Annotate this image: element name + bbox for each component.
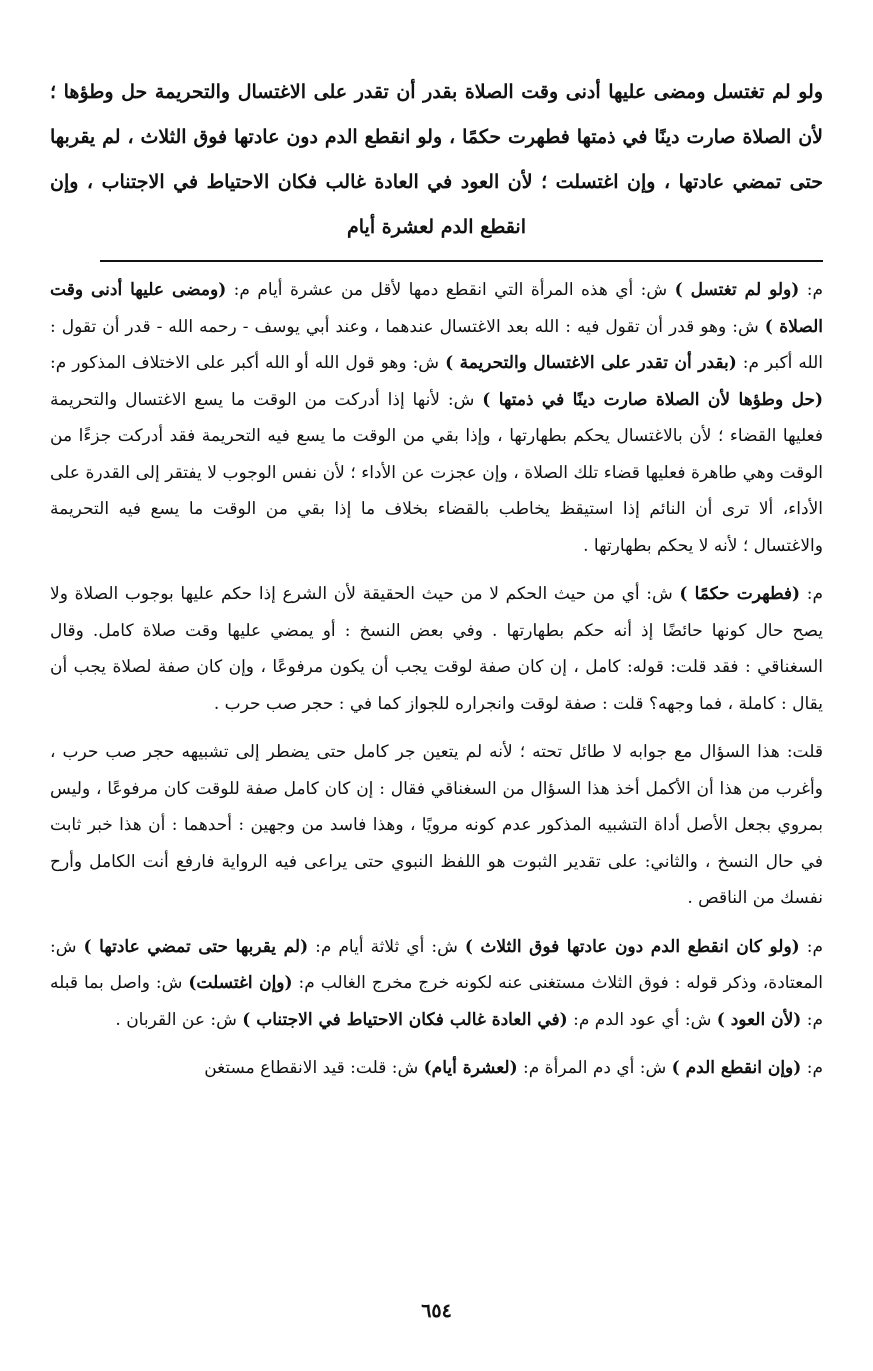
- quoted-matn: (حل وطؤها لأن الصلاة صارت دينًا في ذمتها ): [482, 389, 823, 410]
- text-span: ش: أي ثلاثة أيام م:: [308, 936, 465, 957]
- quoted-matn: (ولو لم تغتسل ): [674, 280, 800, 300]
- text-span: ش: أي هذه المرأة التي انقطع دمها لأقل من عشرة أيام م:: [226, 280, 675, 300]
- text-span: ش: أي عود الدم م:: [567, 1009, 717, 1030]
- quoted-matn: (لأن العود ): [716, 1009, 802, 1030]
- matn-text: ولو لم تغتسل ومضى عليها أدنى وقت الصلاة بقدر أن تقدر على الاغتسال والتحريمة حل وطؤها ؛ لأن الصلاة صارت دينًا في ذمتها فطهرت حكمًا ، ولو انقطع الدم دون عادتها فوق الثلاث ، لم يقربها حتى تمضي عادتها ، وإن اغتسلت ؛ لأن العود في العادة غالب فكان الاحتياط في الاجتناب ، وإن انقطع الدم لعشرة أيام: [50, 81, 823, 238]
- text-span: ش: عن القربان .: [115, 1009, 243, 1030]
- text-span: ش: قلت: قيد الانقطاع مستغن: [204, 1058, 424, 1078]
- commentary-paragraph-2: [50, 576, 823, 722]
- text-span: ش: أي دم المرأة م:: [517, 1058, 672, 1078]
- text-span: م:: [799, 280, 823, 300]
- text-span: ش: وهو قول الله أو الله أكبر على الاختلاف المذكور م:: [50, 353, 446, 373]
- commentary-paragraph-1: [50, 272, 823, 564]
- quoted-matn: (في العادة غالب فكان الاحتياط في الاجتناب ): [242, 1009, 568, 1030]
- quoted-matn: (ومضى عليها أدنى وقت الصلاة ): [50, 280, 823, 337]
- text-span: ش: لأنها إذا أدركت من الوقت ما يسع الاغتسال والتحريمة فعليها القضاء ؛ لأن بالاغتسال يحكم بطهارتها ، وإذا بقي من الوقت ما يسع فيه التحريمة فقد أدركت جزءًا من الوقت وهي طاهرة فعليها قضاء تلك الصلاة ، وإن عجزت عن الأداء ؛ لأن نفس الوجوب لا يفتقر إلى القدرة على الأداء، ألا ترى أن النائم إذا استيقظ يخاطب بالقضاء بخلاف ما إذا بقي من الوقت ما يسع فيه التحريمة والاغتسال ؛ لأنه لا يحكم بطهارتها .: [50, 389, 823, 556]
- quoted-matn: (وإن انقطع الدم ): [671, 1058, 802, 1078]
- quoted-matn: (وإن اغتسلت): [188, 973, 293, 993]
- text-span: ش: وهو قدر أن تقول فيه : الله بعد الاغتسال عندهما ، وعند أبي يوسف - رحمه الله - قدر أن تقول : الله أكبر م:: [50, 316, 823, 373]
- quoted-matn: (ولو كان انقطع الدم دون عادتها فوق الثلاث ): [464, 936, 800, 957]
- text-span: ش: أي من حيث الحكم لا من حيث الحقيقة لأن الشرع إذا حكم عليها بوجوب الصلاة ولا يصح حال كونها حائضًا إذ أنه حكم بطهارتها . وفي بعض النسخ : أو يمضي عليها وقت صلاة كامل. وقال السغناقي : فقد قلت: قوله: كامل ، إن كان صفة لوقت يجب أن يكون مرفوعًا ، وإن كان صفة لصلاة يجب أن يقال : كاملة ، فما وجهه؟ قلت : صفة لوقت وانجراره للجواز كما في : حجر صب حرب .: [50, 584, 823, 714]
- separator-rule: [100, 260, 823, 262]
- quoted-matn: (لم يقربها حتى تمضي عادتها ): [83, 936, 309, 957]
- text-span: م:: [801, 1058, 823, 1078]
- page-number: ٦٥٤: [421, 1300, 452, 1322]
- commentary-paragraph-3: قلت: هذا السؤال مع جوابه لا طائل تحته ؛ لأنه لم يتعين جر كامل حتى يضطر إلى تشبيهه حجر صب حرب ، وأغرب من هذا أن الأكمل أخذ هذا السؤال من السغناقي فقال : إن كان كامل صفة للوقت كان مرفوعًا ، وليس بمروي بجعل الأصل أداة التشبيه المذكور عدم كونه مرويًا ، وهذا فاسد من وجهين : أحدهما : أن هذا خبر ثابت في حال النسخ ، والثاني: على تقدير الثبوت هو اللفظ النبوي حتى يراعى فيه الرواية فارفع أنت الكامل وأرح نفسك من الناقص .: [50, 742, 823, 908]
- quoted-matn: (لعشرة أيام): [423, 1058, 518, 1078]
- quoted-matn: (بقدر أن تقدر على الاغتسال والتحريمة ): [445, 353, 737, 373]
- text-span: ش: واصل بما قبله م:: [50, 973, 823, 1030]
- commentary-paragraph-5: [50, 1050, 823, 1087]
- quoted-matn: (فطهرت حكمًا ): [679, 584, 801, 604]
- text-span: م:: [799, 936, 823, 957]
- commentary: [50, 272, 823, 1087]
- commentary-paragraph-4: [50, 929, 823, 1039]
- text-span: ش: المعتادة، وذكر قوله : فوق الثلاث مستغنى عنه لكونه خرج مخرج الغالب م:: [50, 936, 824, 993]
- text-span: م:: [800, 584, 823, 604]
